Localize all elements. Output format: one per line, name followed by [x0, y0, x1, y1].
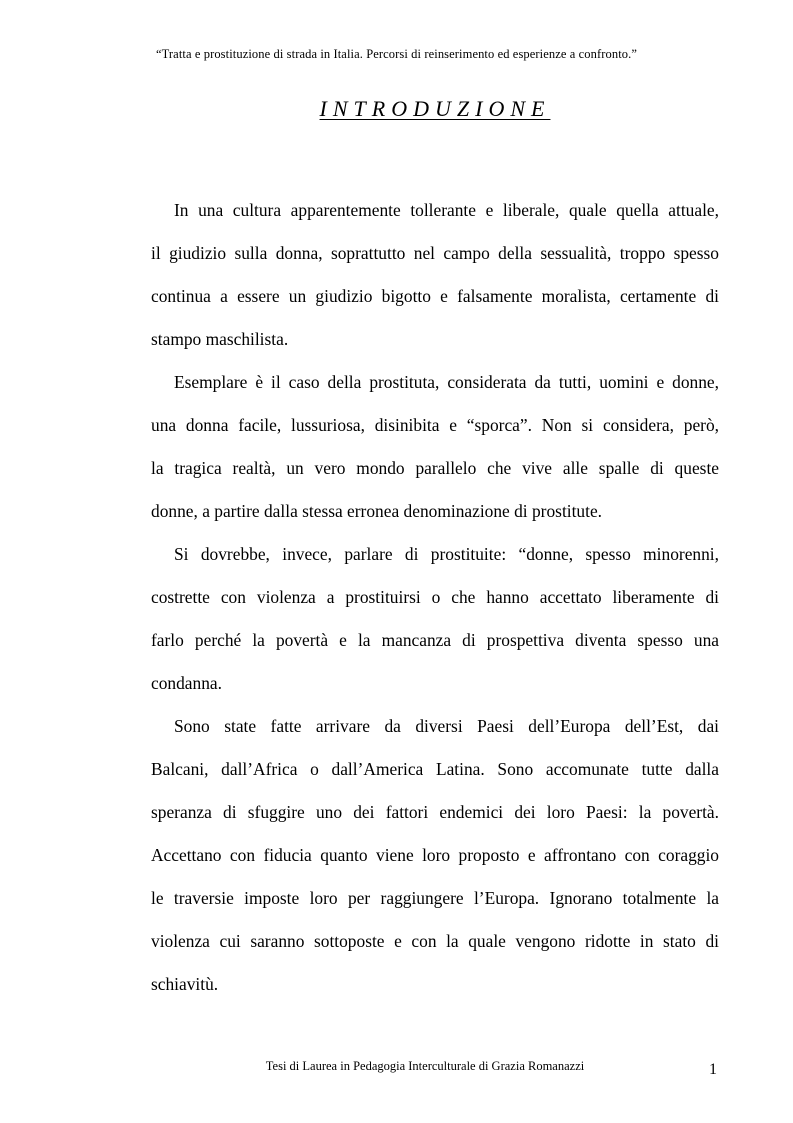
body-line: Balcani, dall’Africa o dall’America Latina. Sono accomunate tutte dalla	[151, 759, 719, 779]
running-footer: Tesi di Laurea in Pedagogia Interculturale di Grazia Romanazzi	[265, 1059, 585, 1073]
body-line: In una cultura apparentemente tollerante e liberale, quale quella attuale,	[174, 200, 719, 220]
body-line: continua a essere un giudizio bigotto e falsamente moralista, certamente di	[151, 286, 719, 306]
body-text	[151, 189, 719, 1006]
running-header: “Tratta e prostituzione di strada in Italia. Percorsi di reinserimento ed esperienze a confronto.”	[155, 47, 638, 61]
body-line: Esemplare è il caso della prostituta, considerata da tutti, uomini e donne,	[174, 372, 719, 392]
body-line: una donna facile, lussuriosa, disinibita e “sporca”. Non si considera, però,	[151, 415, 719, 435]
body-line: stampo maschilista.	[151, 329, 289, 349]
body-line: costrette con violenza a prostituirsi o che hanno accettato liberamente di	[151, 587, 719, 607]
body-line: condanna.	[151, 673, 222, 693]
body-line: farlo perché la povertà e la mancanza di prospettiva diventa spesso una	[151, 630, 719, 650]
body-line: schiavitù.	[151, 974, 219, 994]
body-line: il giudizio sulla donna, soprattutto nel campo della sessualità, troppo spesso	[151, 243, 719, 263]
body-line: donne, a partire dalla stessa erronea denominazione di prostitute.	[151, 501, 603, 521]
page-number: 1	[709, 1061, 717, 1078]
body-line: le traversie imposte loro per raggiungere l’Europa. Ignorano totalmente la	[151, 888, 719, 908]
body-line: la tragica realtà, un vero mondo parallelo che vive alle spalle di queste	[151, 458, 719, 478]
body-line: Sono state fatte arrivare da diversi Paesi dell’Europa dell’Est, dai	[174, 716, 719, 736]
page-title: INTRODUZIONE	[319, 96, 551, 121]
body-line: violenza cui saranno sottoposte e con la quale vengono ridotte in stato di	[151, 931, 719, 951]
body-line: Si dovrebbe, invece, parlare di prostituite: “donne, spesso minorenni,	[174, 544, 719, 564]
body-line: Accettano con fiducia quanto viene loro proposto e affrontano con coraggio	[151, 845, 719, 865]
body-line: speranza di sfuggire uno dei fattori endemici dei loro Paesi: la povertà.	[151, 802, 719, 822]
